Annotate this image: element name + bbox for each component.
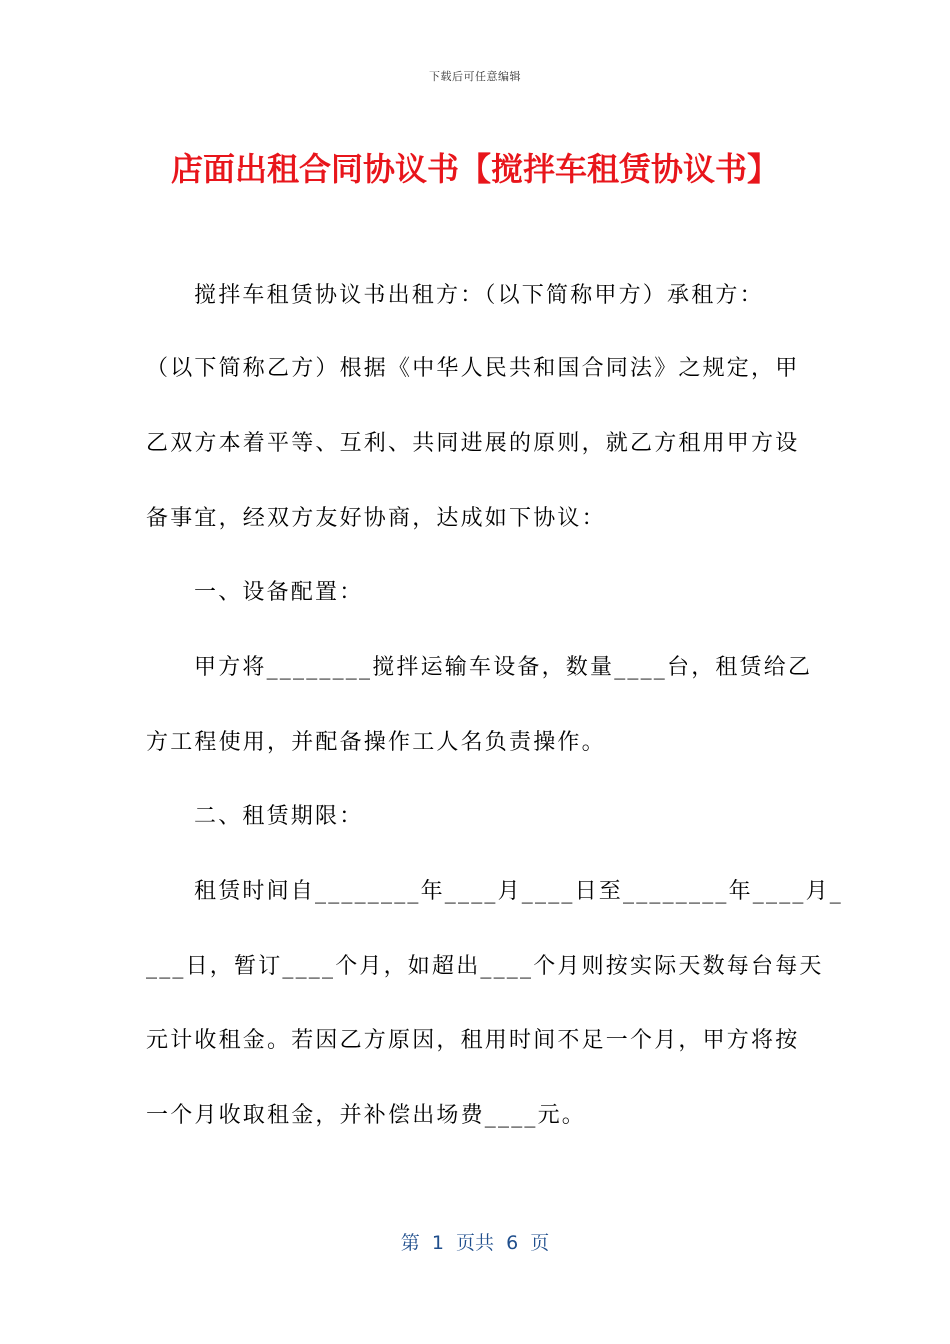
page-footer: 第 1 页共 6 页 (400, 1232, 550, 1254)
body-line: 方工程使用，并配备操作工人名负责操作。 (146, 730, 606, 755)
body-line: 甲方将________搅拌运输车设备，数量____台，租赁给乙 (194, 655, 813, 680)
document-title: 店面出租合同协议书【搅拌车租赁协议书】 (170, 150, 779, 188)
body-line: 乙双方本着平等、互利、共同进展的原则，就乙方租用甲方设 (146, 431, 800, 456)
section-heading: 二、租赁期限： (194, 804, 364, 829)
body-line: （以下简称乙方）根据《中华人民共和国合同法》之规定，甲 (146, 356, 800, 381)
section-heading: 一、设备配置： (194, 580, 364, 605)
body-line: ___日，暂订____个月，如超出____个月则按实际天数每台每天 (146, 954, 824, 979)
body-line: 元计收租金。若因乙方原因，租用时间不足一个月，甲方将按 (146, 1028, 800, 1053)
body-line: 租赁时间自________年____月____日至________年____月_ (194, 879, 844, 904)
body-line: 一个月收取租金，并补偿出场费____元。 (146, 1103, 587, 1128)
body-line: 备事宜，经双方友好协商，达成如下协议： (146, 506, 606, 531)
header-note: 下载后可任意编辑 (429, 70, 521, 83)
body-line: 搅拌车租赁协议书出租方：（以下简称甲方）承租方： (194, 283, 764, 308)
